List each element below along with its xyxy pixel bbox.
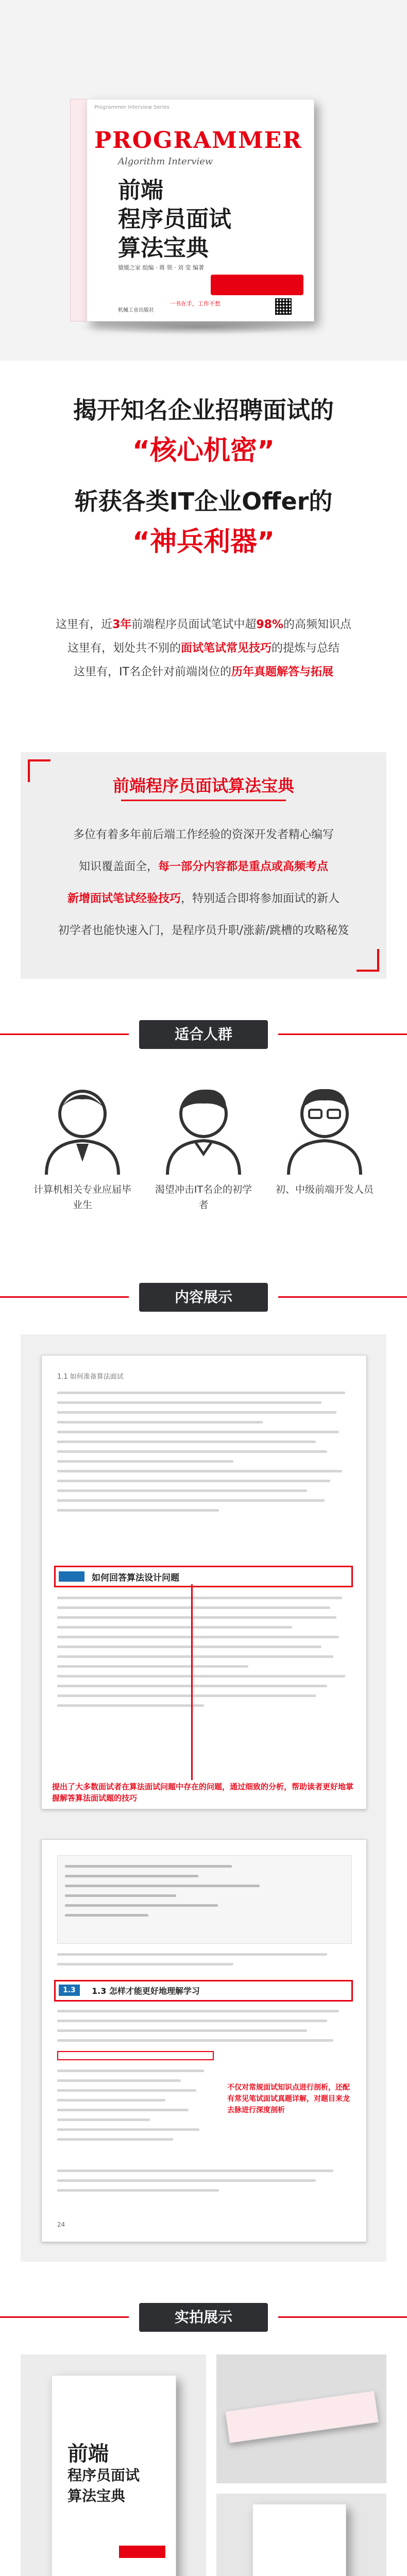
audience-label: 计算机相关专业应届毕业生 (33, 1184, 131, 1211)
audience-banner (139, 1020, 268, 1049)
beginner-avatar-icon (152, 1077, 255, 1180)
sample-page-2 (41, 1839, 367, 2242)
content-area (21, 1334, 386, 2262)
intro-highlight: 面试笔试常见技巧 (180, 642, 272, 655)
page1-heading: 如何回答算法设计问题 (92, 1573, 179, 1583)
page-number: 24 (57, 2221, 65, 2228)
photo-book-title: 前端 (67, 2442, 109, 2466)
content-banner-line (278, 1296, 407, 1298)
photo-back-book (252, 2504, 346, 2576)
cover-title-3: 算法宝典 (118, 235, 209, 261)
intro-text: 这里有，划处共不别的 (67, 642, 181, 655)
page2-highlight-box (54, 1980, 353, 2002)
page1-note: 提出了大多数面试者在算法面试问题中存在的问题，通过细致的分析，帮助读者更好地掌握解答算法面试题的技巧 (52, 1782, 354, 1803)
page1-lines-bottom (57, 1597, 351, 1714)
book-shadow (77, 319, 319, 335)
audience-title: 适合人群 (174, 1026, 232, 1043)
audience-person (152, 1077, 255, 1213)
audience-list (0, 1077, 407, 1242)
photo-grid (21, 2354, 386, 2576)
developer-avatar-icon (273, 1077, 376, 1180)
intro-highlight: 98% (256, 618, 283, 631)
headline-line2: 斩获各类IT企业Offer的 (74, 487, 333, 515)
headline (0, 392, 407, 558)
page2-number: 1.3 (59, 1985, 80, 1996)
intro-text: 这里有，近 (55, 618, 112, 631)
page2-note: 不仅对常规面试知识点进行剖析，还配有常见笔试面试真题详解，对题目来龙去脉进行深度剖析 (227, 2083, 350, 2114)
photo-book (52, 2375, 176, 2576)
photo-book-band (119, 2546, 165, 2558)
headline-line1-prefix: 揭开知名企业招聘面试的 (73, 396, 334, 424)
sample-page-1 (41, 1355, 367, 1809)
cover-top-note: Programmer Interview Series (94, 105, 169, 110)
intro-highlight: 3年 (112, 618, 132, 631)
headline-line1 (0, 392, 407, 426)
page2-heading: 1.3 怎样才能更好地理解学习 (92, 1986, 200, 1996)
photo-book-title: 程序员面试 (67, 2467, 140, 2484)
page1-heading-tag (59, 1571, 84, 1582)
feature-line2 (21, 851, 386, 883)
photo-book-title: 算法宝典 (67, 2487, 126, 2504)
feature-highlight: 新增面试笔试经验技巧 (67, 892, 181, 905)
feature-line1: 多位有着多年前后端工作经验的资深开发者精心编写 (73, 828, 334, 841)
photo-spine-book (225, 2391, 379, 2443)
intro-text: 这里有，IT名企针对前端岗位的 (74, 666, 231, 679)
page2-lines-c (57, 2070, 212, 2148)
page1-section-label: 1.1 如何准备算法面试 (57, 1373, 124, 1381)
feature-title: 前端程序员面试算法宝典 (112, 776, 294, 795)
cover-title-2: 程序员面试 (118, 206, 231, 232)
student-avatar-icon (31, 1077, 134, 1180)
content-title: 内容展示 (174, 1289, 232, 1306)
intro-line1 (0, 613, 407, 637)
audience-banner-line (0, 1033, 129, 1035)
page2-lines-b (57, 2010, 351, 2049)
photos-banner (139, 2303, 268, 2332)
page1-lines-top (57, 1392, 351, 1519)
audience-person (31, 1077, 134, 1213)
code-lines (65, 1865, 343, 1924)
cover-tagline: 一书在手，工作不愁 (169, 300, 221, 307)
content-banner-line (0, 1296, 129, 1298)
headline-line1-quote: “核心机密” (132, 435, 275, 466)
audience-banner-line (278, 1033, 407, 1035)
audience-label: 渴望冲击IT名企的初学者 (155, 1184, 252, 1211)
feature-text: 知识覆盖面全， (78, 860, 158, 873)
page2-lines-a (57, 1953, 351, 1973)
intro-text: 的高频知识点 (283, 618, 352, 631)
photos-banner-line (278, 2316, 407, 2318)
intro-text: 的提炼与总结 (272, 642, 340, 655)
feature-line3 (21, 883, 386, 915)
cover-section (0, 0, 407, 361)
photos-title: 实拍展示 (174, 2309, 232, 2326)
cover-subtitle-en: Algorithm Interview (118, 156, 213, 167)
cover-publisher: 机械工业出版社 (118, 308, 154, 313)
feature-title-underline (121, 800, 286, 801)
intro-line2 (0, 637, 407, 660)
page2-inline-highlight (57, 2051, 214, 2060)
photos-banner-line (0, 2316, 129, 2318)
book-spine (70, 99, 88, 321)
page1-highlight-box (54, 1566, 353, 1587)
photo-front-cover (21, 2354, 206, 2576)
intro-highlight: 历年真题解答与拓展 (231, 666, 333, 679)
audience-person (273, 1077, 376, 1197)
feature-right-corner (357, 949, 379, 972)
intro (0, 613, 407, 684)
cover-red-band (211, 275, 303, 295)
intro-line3 (0, 660, 407, 684)
photo-back-cover (216, 2494, 386, 2576)
page2-lines-d (57, 2170, 351, 2199)
headline-line2-quote: “神兵利器” (132, 527, 275, 557)
photo-spine (216, 2354, 386, 2483)
audience-label: 初、中级前端开发人员 (275, 1184, 374, 1195)
page1-arrow-line (191, 1584, 193, 1780)
cover-authors: 猿媛之家 组编 · 蒋 领 · 刘 莹 编著 (118, 264, 204, 271)
qr-code-icon (275, 298, 292, 315)
content-banner (139, 1283, 268, 1312)
feature-highlight: 每一部分内容都是重点或高频考点 (158, 860, 329, 873)
code-block (57, 1855, 352, 1944)
feature-body (21, 819, 386, 947)
cover-title-1: 前端 (118, 177, 163, 204)
feature-panel (21, 752, 386, 979)
feature-line4: 初学者也能快速入门，是程序员升职/涨薪/跳槽的攻略秘笈 (58, 924, 349, 937)
intro-text: 前端程序员面试笔试中超 (131, 618, 257, 631)
cover-brand: PROGRAMMER (94, 127, 302, 154)
book-cover (87, 99, 314, 321)
feature-text: ，特别适合即将参加面试的新人 (181, 892, 340, 905)
